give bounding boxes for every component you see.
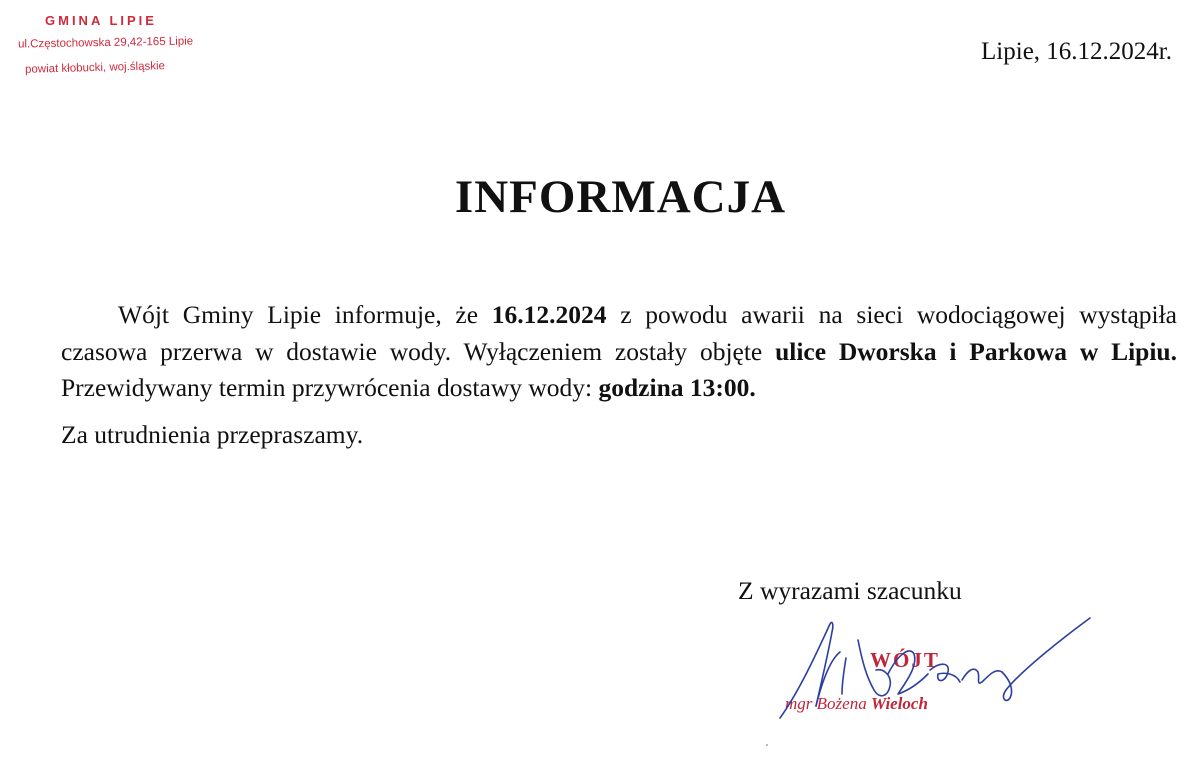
announcement-paragraph [61, 297, 1177, 407]
stamp-role: WÓJT [870, 648, 940, 672]
text-intro: Wójt Gminy Lipie informuje, że [118, 300, 492, 329]
closing-phrase: Z wyrazami szacunku [738, 576, 962, 605]
restore-time: godzina 13:00. [598, 373, 756, 402]
stamp-address: ul.Częstochowska 29,42-165 Lipie [17, 35, 194, 51]
document-date: Lipie, 16.12.2024r. [981, 38, 1172, 65]
document-title: INFORMACJA [454, 171, 787, 223]
outage-date: 16.12.2024 [491, 300, 607, 329]
text-restore: Przewidywany termin przywrócenia dostawy wody: [61, 373, 599, 402]
document-body [61, 297, 1177, 453]
apology-paragraph: Za utrudnienia przepraszamy. [61, 419, 364, 449]
text-outage: z powodu awarii na sieci wodociągowej wystąpiła czasowa przerwa w dostawie wody. Wyłączeniem zostały objęte [61, 300, 1177, 366]
stamp-name [785, 694, 928, 714]
affected-streets: ulice Dworska i Parkowa w Lipiu. [775, 336, 1177, 366]
scan-speck [766, 744, 768, 746]
stamp-surname: Wieloch [870, 694, 928, 713]
stamp-office-name: GMINA LIPIE [45, 13, 157, 28]
stamp-district: powiat kłobucki, woj.śląskie [24, 60, 166, 76]
stamp-name-prefix: mgr Bożena [785, 694, 871, 713]
